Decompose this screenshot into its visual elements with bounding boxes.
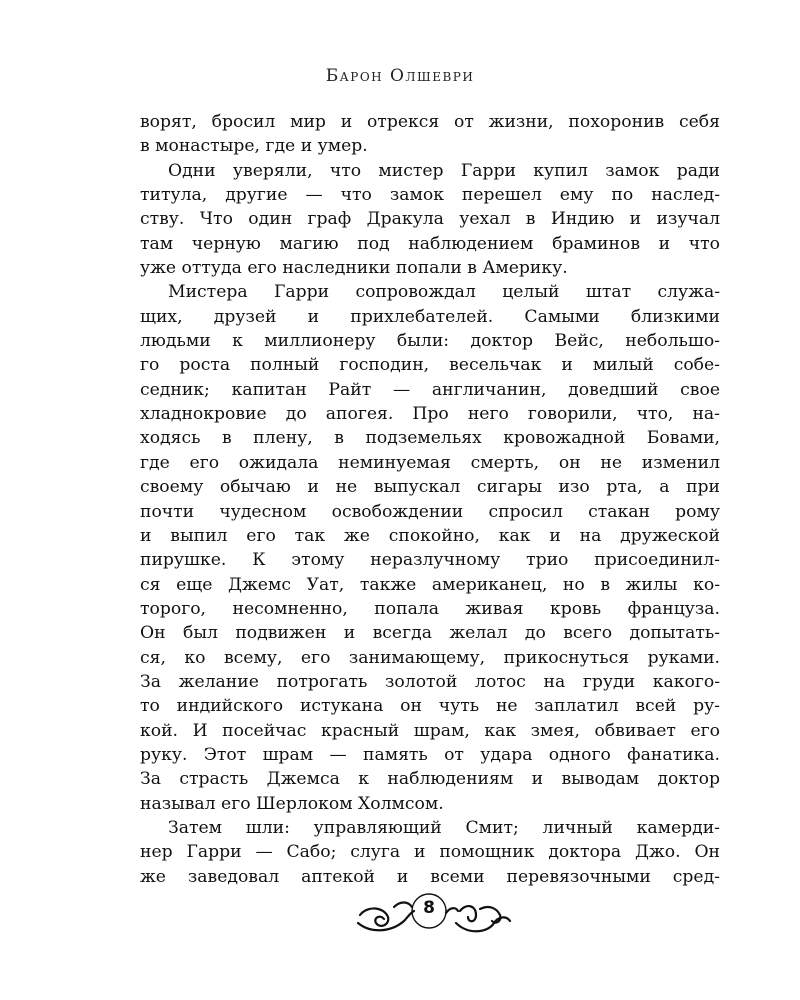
text-line: почти чудесном освобождении спросил стакан рому [140,501,720,522]
text-line: ся еще Джемс Уат, также американец, но в жилы ко- [140,574,720,595]
text-line: Затем шли: управляющий Смит; личный камерди- [168,817,720,838]
text-line: За страсть Джемса к наблюдениям и выводам доктор [140,769,720,790]
text-line: то индийского истукана он чуть не заплатил всей ру- [140,696,720,717]
text-line: ству. Что один граф Дракула уехал в Индию и изучал [140,209,720,230]
text-line: уже оттуда его наследники попали в Америку. [140,258,568,279]
text-line: ся, ко всему, его занимающему, прикоснуться руками. [140,647,720,668]
text-line: своему обычаю и не выпускал сигары изо рта, а при [140,477,720,498]
text-line: седник; капитан Райт — англичанин, доведший свое [140,379,720,400]
text-line: где его ожидала неминуемая смерть, он не изменил [140,452,720,473]
text-line: же заведовал аптекой и всеми перевязочными сред- [140,866,720,887]
text-line: в монастыре, где и умер. [140,136,368,157]
text-line: там черную магию под наблюдением браминов и что [140,233,720,254]
running-title: Барон Олшеври [325,66,475,86]
text-line: людьми к миллионеру были: доктор Вейс, небольшо- [140,331,720,352]
text-line: и выпил его так же спокойно, как и на дружеской [140,525,720,546]
page-number: 8 [423,898,435,918]
body-text [140,110,720,889]
text-line: пирушке. К этому неразлучному трио присоединил- [140,550,720,571]
text-line: торого, несомненно, попала живая кровь француза. [140,598,720,619]
text-line: щих, друзей и прихлебателей. Самыми близкими [140,306,720,327]
text-line: называл его Шерлоком Холмсом. [140,793,444,814]
text-line: титула, другие — что замок перешел ему по наслед- [140,185,720,206]
text-line: За желание потрогать золотой лотос на груди какого- [140,671,720,692]
text-line: нер Гарри — Сабо; слуга и помощник доктора Джо. Он [140,842,720,863]
text-line: кой. И посейчас красный шрам, как змея, обвивает его [140,720,720,741]
text-line: Мистера Гарри сопровождал целый штат служа- [168,282,720,303]
text-line: ходясь в плену, в подземельях кровожадной Бовами, [140,428,720,449]
text-line: хладнокровие до апогея. Про него говорили, что, на- [140,404,720,425]
text-line: руку. Этот шрам — память от удара одного фанатика. [140,744,720,765]
text-line: Одни уверяли, что мистер Гарри купил замок ради [168,160,720,181]
text-line: Он был подвижен и всегда желал до всего допытать- [140,623,720,644]
text-line: ворят, бросил мир и отрекся от жизни, похоронив себя [140,112,720,132]
text-line: го роста полный господин, весельчак и милый собе- [140,355,720,376]
